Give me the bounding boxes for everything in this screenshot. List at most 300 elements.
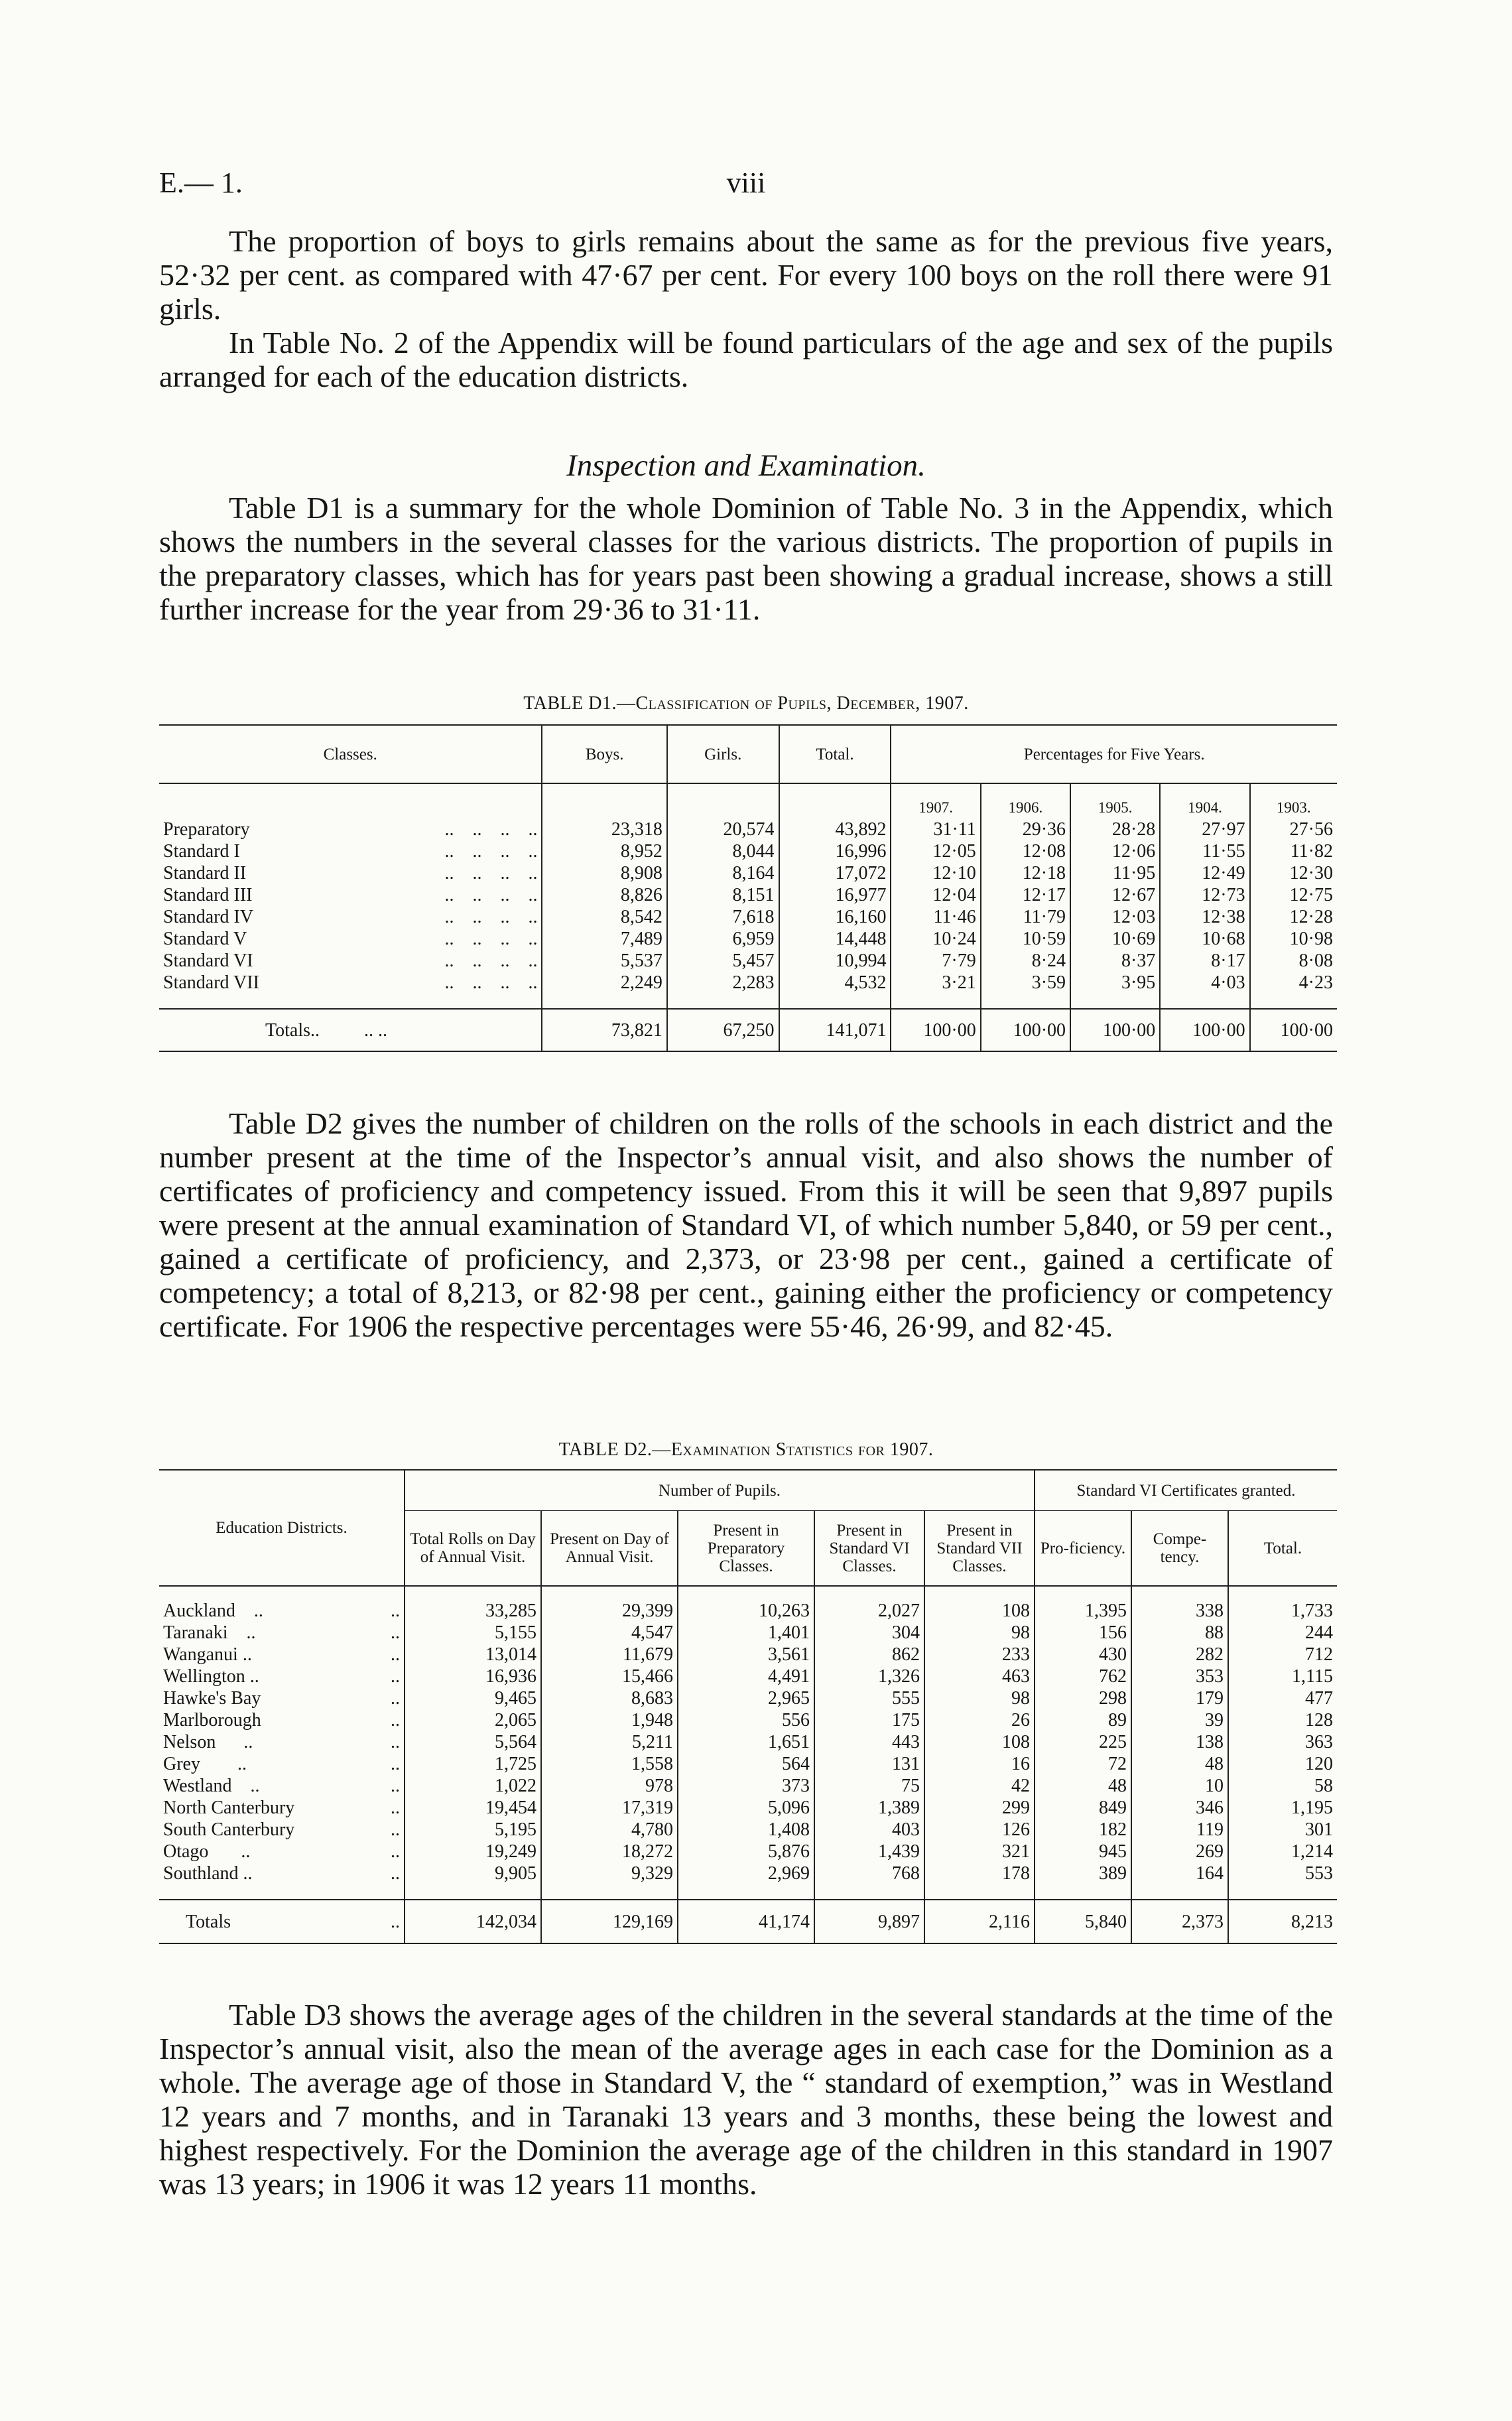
boys-cell: 23,318 <box>542 818 666 840</box>
report-reference: E.— 1. <box>159 166 243 199</box>
col-header-percentages: Percentages for Five Years. <box>891 725 1337 783</box>
table-d2-row <box>159 1797 1337 1819</box>
leader-dots: .. <box>391 1688 400 1709</box>
col-header-certificates: Standard VI Certificates granted. <box>1035 1470 1337 1511</box>
table-d2-row <box>159 1622 1337 1644</box>
percentage-cell: 12·73 <box>1160 884 1249 906</box>
percentage-cell: 31·11 <box>891 818 980 840</box>
table-d1-totals-row <box>159 1009 1337 1051</box>
table-d1-caption-text: Classification of Pupils, December, 1907. <box>635 693 969 714</box>
table-d2-caption-prefix: TABLE D2.— <box>558 1439 671 1460</box>
statistic-cell: 128 <box>1228 1709 1337 1731</box>
intro-section <box>159 224 1333 393</box>
statistic-cell: 2,027 <box>814 1600 924 1622</box>
table-d2-totals-row <box>159 1900 1337 1943</box>
district-cell <box>159 1819 405 1841</box>
percentage-cell: 12·38 <box>1160 906 1249 928</box>
district-name: Westland .. <box>163 1776 260 1796</box>
percentage-cell: 10·69 <box>1070 928 1160 950</box>
percentage-cell: 8·24 <box>981 950 1070 972</box>
intro-paragraph-2: In Table No. 2 of the Appendix will be found particulars of the age and sex of the pupils arranged for each of the education districts. <box>159 326 1333 393</box>
statistic-cell: 269 <box>1131 1841 1228 1863</box>
statistic-cell: 13,014 <box>405 1644 541 1666</box>
district-name: South Canterbury <box>163 1819 295 1840</box>
totals-cell: 2,116 <box>924 1900 1035 1943</box>
class-name <box>159 906 542 928</box>
table-d2-row <box>159 1731 1337 1753</box>
totals-cell: 129,169 <box>541 1900 678 1943</box>
statistic-cell: 301 <box>1228 1819 1337 1841</box>
percentage-cell: 11·79 <box>981 906 1070 928</box>
statistic-cell: 10 <box>1131 1775 1228 1797</box>
leader-dots: .. .. .. .. <box>444 863 538 883</box>
totals-cell: 8,213 <box>1228 1900 1337 1943</box>
girls-cell: 6,959 <box>667 928 779 950</box>
district-cell <box>159 1775 405 1797</box>
table-d2-caption-text: Examination Statistics for 1907. <box>670 1439 934 1460</box>
table-d2-spacer <box>159 1586 1337 1600</box>
percentage-cell: 28·28 <box>1070 818 1160 840</box>
totals-girls: 67,250 <box>667 1009 779 1051</box>
table-d1-body <box>159 818 1337 1009</box>
statistic-cell: 564 <box>678 1753 814 1775</box>
statistic-cell: 11,679 <box>541 1644 678 1666</box>
statistic-cell: 8,683 <box>541 1687 678 1709</box>
statistic-cell: 4,491 <box>678 1666 814 1687</box>
statistic-cell: 862 <box>814 1644 924 1666</box>
district-name: Marlborough <box>163 1710 261 1731</box>
total-cell: 17,072 <box>779 862 891 884</box>
statistic-cell: 1,439 <box>814 1841 924 1863</box>
statistic-cell: 1,733 <box>1228 1600 1337 1622</box>
total-cell: 43,892 <box>779 818 891 840</box>
district-cell <box>159 1863 405 1884</box>
statistic-cell: 108 <box>924 1731 1035 1753</box>
statistic-cell: 346 <box>1131 1797 1228 1819</box>
statistic-cell: 1,195 <box>1228 1797 1337 1819</box>
percentage-cell: 8·37 <box>1070 950 1160 972</box>
statistic-cell: 138 <box>1131 1731 1228 1753</box>
leader-dots: .. .. .. .. <box>444 972 538 993</box>
statistic-cell: 26 <box>924 1709 1035 1731</box>
statistic-cell: 179 <box>1131 1687 1228 1709</box>
statistic-cell: 5,211 <box>541 1731 678 1753</box>
col-header-classes: Classes. <box>159 725 542 783</box>
table-d1-row <box>159 950 1337 972</box>
table-d1-row <box>159 972 1337 994</box>
table-d2-row <box>159 1775 1337 1797</box>
girls-cell: 8,151 <box>667 884 779 906</box>
statistic-cell: 768 <box>814 1863 924 1884</box>
statistic-cell: 88 <box>1131 1622 1228 1644</box>
class-name <box>159 862 542 884</box>
totals-label <box>159 1009 542 1051</box>
statistic-cell: 233 <box>924 1644 1035 1666</box>
statistic-cell: 120 <box>1228 1753 1337 1775</box>
totals-label-text: Totals <box>186 1911 231 1932</box>
statistic-cell: 1,651 <box>678 1731 814 1753</box>
statistic-cell: 338 <box>1131 1600 1228 1622</box>
col-header-present-prep: Present in Preparatory Classes. <box>678 1511 814 1587</box>
girls-cell: 8,164 <box>667 862 779 884</box>
percentage-cell: 3·59 <box>981 972 1070 994</box>
percentage-cell: 11·55 <box>1160 840 1249 862</box>
percentage-cell: 12·10 <box>891 862 980 884</box>
statistic-cell: 9,465 <box>405 1687 541 1709</box>
percentage-cell: 10·98 <box>1250 928 1337 950</box>
inspection-section <box>159 491 1333 626</box>
statistic-cell: 17,319 <box>541 1797 678 1819</box>
table-d1-row <box>159 928 1337 950</box>
leader-dots: .. .. .. .. <box>444 929 538 949</box>
percentage-cell: 12·04 <box>891 884 980 906</box>
percentage-cell: 10·24 <box>891 928 980 950</box>
statistic-cell: 16,936 <box>405 1666 541 1687</box>
statistic-cell: 978 <box>541 1775 678 1797</box>
boys-cell: 5,537 <box>542 950 666 972</box>
percentage-cell: 8·17 <box>1160 950 1249 972</box>
percentage-cell: 12·05 <box>891 840 980 862</box>
statistic-cell: 225 <box>1035 1731 1131 1753</box>
percentage-cell: 10·68 <box>1160 928 1249 950</box>
leader-dots: .. <box>391 1819 400 1840</box>
district-cell <box>159 1622 405 1644</box>
district-name: Hawke's Bay <box>163 1688 261 1709</box>
statistic-cell: 18,272 <box>541 1841 678 1863</box>
statistic-cell: 403 <box>814 1819 924 1841</box>
class-label: Standard VII <box>163 972 259 993</box>
statistic-cell: 1,395 <box>1035 1600 1131 1622</box>
table-d1-spacer <box>159 994 1337 1009</box>
class-label: Standard IV <box>163 907 254 927</box>
totals-cell: 2,373 <box>1131 1900 1228 1943</box>
total-cell: 4,532 <box>779 972 891 994</box>
statistic-cell: 1,115 <box>1228 1666 1337 1687</box>
district-cell <box>159 1731 405 1753</box>
table-d2-row <box>159 1819 1337 1841</box>
leader-dots: .. <box>391 1601 400 1621</box>
statistic-cell: 89 <box>1035 1709 1131 1731</box>
statistic-cell: 48 <box>1035 1775 1131 1797</box>
table-d2-row <box>159 1600 1337 1622</box>
statistic-cell: 98 <box>924 1622 1035 1644</box>
statistic-cell: 5,195 <box>405 1819 541 1841</box>
totals-pct: 100·00 <box>981 1009 1070 1051</box>
statistic-cell: 321 <box>924 1841 1035 1863</box>
class-name <box>159 972 542 994</box>
statistic-cell: 126 <box>924 1819 1035 1841</box>
table-d1-caption <box>159 693 1333 714</box>
percentage-cell: 3·95 <box>1070 972 1160 994</box>
percentage-cell: 11·46 <box>891 906 980 928</box>
statistic-cell: 282 <box>1131 1644 1228 1666</box>
col-header-competency: Compe-tency. <box>1131 1511 1228 1587</box>
total-cell: 10,994 <box>779 950 891 972</box>
year-label: 1903. <box>1250 783 1337 818</box>
percentage-cell: 12·17 <box>981 884 1070 906</box>
boys-cell: 8,542 <box>542 906 666 928</box>
statistic-cell: 58 <box>1228 1775 1337 1797</box>
statistic-cell: 131 <box>814 1753 924 1775</box>
statistic-cell: 29,399 <box>541 1600 678 1622</box>
d2-section <box>159 1106 1333 1343</box>
table-d1-years-row <box>159 783 1337 818</box>
percentage-cell: 12·49 <box>1160 862 1249 884</box>
table-d2-header-row-1 <box>159 1470 1337 1511</box>
percentage-cell: 27·97 <box>1160 818 1249 840</box>
page-number: viii <box>726 166 766 199</box>
statistic-cell: 4,780 <box>541 1819 678 1841</box>
col-header-present-std7: Present in Standard VII Classes. <box>924 1511 1035 1587</box>
year-label: 1906. <box>981 783 1070 818</box>
district-name: Wellington .. <box>163 1666 259 1687</box>
leader-dots: .. <box>391 1776 400 1796</box>
statistic-cell: 443 <box>814 1731 924 1753</box>
table-d2 <box>159 1469 1337 1944</box>
table-d1 <box>159 724 1337 1052</box>
col-header-present-on-day: Present on Day of Annual Visit. <box>541 1511 678 1587</box>
district-name: Wanganui .. <box>163 1644 252 1665</box>
statistic-cell: 33,285 <box>405 1600 541 1622</box>
statistic-cell: 762 <box>1035 1666 1131 1687</box>
statistic-cell: 849 <box>1035 1797 1131 1819</box>
leader-dots: .. <box>391 1710 400 1731</box>
class-label: Standard II <box>163 863 247 883</box>
statistic-cell: 244 <box>1228 1622 1337 1644</box>
statistic-cell: 178 <box>924 1863 1035 1884</box>
statistic-cell: 1,326 <box>814 1666 924 1687</box>
table-d1-row <box>159 840 1337 862</box>
statistic-cell: 98 <box>924 1687 1035 1709</box>
district-name: Grey .. <box>163 1754 247 1774</box>
year-label: 1907. <box>891 783 980 818</box>
percentage-cell: 7·79 <box>891 950 980 972</box>
statistic-cell: 363 <box>1228 1731 1337 1753</box>
statistic-cell: 2,969 <box>678 1863 814 1884</box>
table-d2-row <box>159 1687 1337 1709</box>
statistic-cell: 556 <box>678 1709 814 1731</box>
statistic-cell: 298 <box>1035 1687 1131 1709</box>
statistic-cell: 1,022 <box>405 1775 541 1797</box>
statistic-cell: 2,965 <box>678 1687 814 1709</box>
district-cell <box>159 1600 405 1622</box>
leader-dots: .. <box>391 1666 400 1687</box>
class-label: Standard III <box>163 885 253 905</box>
percentage-cell: 29·36 <box>981 818 1070 840</box>
statistic-cell: 156 <box>1035 1622 1131 1644</box>
district-name: Taranaki .. <box>163 1622 256 1643</box>
statistic-cell: 555 <box>814 1687 924 1709</box>
statistic-cell: 430 <box>1035 1644 1131 1666</box>
percentage-cell: 4·23 <box>1250 972 1337 994</box>
statistic-cell: 1,389 <box>814 1797 924 1819</box>
leader-dots: .. .. .. .. <box>444 950 538 971</box>
statistic-cell: 1,214 <box>1228 1841 1337 1863</box>
statistic-cell: 16 <box>924 1753 1035 1775</box>
totals-pct: 100·00 <box>1070 1009 1160 1051</box>
statistic-cell: 299 <box>924 1797 1035 1819</box>
totals-pct: 100·00 <box>1160 1009 1249 1051</box>
totals-pct: 100·00 <box>1250 1009 1337 1051</box>
district-name: North Canterbury <box>163 1798 295 1818</box>
totals-cell: 5,840 <box>1035 1900 1131 1943</box>
totals-label <box>159 1900 405 1943</box>
statistic-cell: 108 <box>924 1600 1035 1622</box>
class-name <box>159 884 542 906</box>
statistic-cell: 477 <box>1228 1687 1337 1709</box>
col-header-proficiency: Pro-ficiency. <box>1035 1511 1131 1587</box>
totals-label-text: Totals.. <box>265 1019 320 1041</box>
statistic-cell: 42 <box>924 1775 1035 1797</box>
d3-paragraph: Table D3 shows the average ages of the children in the several standards at the time of the Inspector’s annual visit, also the mean of the average ages in each case for the Dominion as a whole. The average age of those in Standard V, the “ standard of exemption,” was in Westland 12 years and 7 months, and in Taranaki 13 years and 3 months, these being the lowest and highest respectively. For the Dominion the average age of the children in this standard in 1907 was 13 years; in 1906 it was 12 years 11 months. <box>159 1998 1333 2201</box>
statistic-cell: 75 <box>814 1775 924 1797</box>
district-name: Auckland .. <box>163 1601 263 1621</box>
leader-dots: .. .. .. .. <box>444 819 538 840</box>
statistic-cell: 15,466 <box>541 1666 678 1687</box>
col-header-girls: Girls. <box>667 725 779 783</box>
total-cell: 16,160 <box>779 906 891 928</box>
table-d2-caption <box>159 1439 1333 1461</box>
col-header-number-of-pupils: Number of Pupils. <box>405 1470 1035 1511</box>
district-cell <box>159 1797 405 1819</box>
statistic-cell: 1,725 <box>405 1753 541 1775</box>
statistic-cell: 1,401 <box>678 1622 814 1644</box>
district-cell <box>159 1753 405 1775</box>
statistic-cell: 164 <box>1131 1863 1228 1884</box>
percentage-cell: 4·03 <box>1160 972 1249 994</box>
leader-dots: .. <box>391 1798 400 1818</box>
col-header-present-std6: Present in Standard VI Classes. <box>814 1511 924 1587</box>
girls-cell: 5,457 <box>667 950 779 972</box>
table-d2-row <box>159 1753 1337 1775</box>
table-d2-row <box>159 1644 1337 1666</box>
d3-section <box>159 1998 1333 2201</box>
class-label: Standard VI <box>163 950 253 971</box>
col-header-boys: Boys. <box>542 725 666 783</box>
statistic-cell: 945 <box>1035 1841 1131 1863</box>
leader-dots: .. .. <box>364 1019 388 1041</box>
leader-dots: .. <box>391 1732 400 1752</box>
percentage-cell: 11·82 <box>1250 840 1337 862</box>
class-label: Preparatory <box>163 819 250 840</box>
statistic-cell: 3,561 <box>678 1644 814 1666</box>
leader-dots: .. <box>391 1622 400 1643</box>
statistic-cell: 39 <box>1131 1709 1228 1731</box>
class-name <box>159 928 542 950</box>
section-heading: Inspection and Examination. <box>566 448 926 483</box>
table-d2-spacer <box>159 1884 1337 1900</box>
district-name: Nelson .. <box>163 1732 253 1752</box>
leader-dots: .. <box>391 1754 400 1774</box>
girls-cell: 8,044 <box>667 840 779 862</box>
percentage-cell: 3·21 <box>891 972 980 994</box>
percentage-cell: 12·03 <box>1070 906 1160 928</box>
district-cell <box>159 1709 405 1731</box>
statistic-cell: 5,155 <box>405 1622 541 1644</box>
table-d1-header-row <box>159 725 1337 783</box>
girls-cell: 20,574 <box>667 818 779 840</box>
totals-boys: 73,821 <box>542 1009 666 1051</box>
statistic-cell: 1,948 <box>541 1709 678 1731</box>
leader-dots: .. .. .. .. <box>444 841 538 862</box>
statistic-cell: 48 <box>1131 1753 1228 1775</box>
table-d2-row <box>159 1709 1337 1731</box>
percentage-cell: 8·08 <box>1250 950 1337 972</box>
table-d2-row <box>159 1841 1337 1863</box>
table-d2-row <box>159 1863 1337 1884</box>
year-label: 1904. <box>1160 783 1249 818</box>
class-label: Standard V <box>163 929 247 949</box>
table-d1-row <box>159 862 1337 884</box>
percentage-cell: 11·95 <box>1070 862 1160 884</box>
leader-dots: .. <box>391 1911 400 1932</box>
table-d1-row <box>159 906 1337 928</box>
class-name <box>159 818 542 840</box>
class-name <box>159 840 542 862</box>
boys-cell: 8,826 <box>542 884 666 906</box>
page-header <box>159 166 1333 206</box>
total-cell: 16,996 <box>779 840 891 862</box>
percentage-cell: 12·08 <box>981 840 1070 862</box>
statistic-cell: 19,454 <box>405 1797 541 1819</box>
leader-dots: .. .. .. .. <box>444 907 538 927</box>
totals-cell: 41,174 <box>678 1900 814 1943</box>
statistic-cell: 119 <box>1131 1819 1228 1841</box>
total-cell: 14,448 <box>779 928 891 950</box>
district-cell <box>159 1687 405 1709</box>
district-name: Otago .. <box>163 1841 251 1862</box>
district-cell <box>159 1666 405 1687</box>
percentage-cell: 10·59 <box>981 928 1070 950</box>
leader-dots: .. <box>391 1644 400 1665</box>
class-name <box>159 950 542 972</box>
boys-cell: 2,249 <box>542 972 666 994</box>
girls-cell: 2,283 <box>667 972 779 994</box>
totals-cell: 142,034 <box>405 1900 541 1943</box>
total-cell: 16,977 <box>779 884 891 906</box>
statistic-cell: 4,547 <box>541 1622 678 1644</box>
statistic-cell: 712 <box>1228 1644 1337 1666</box>
statistic-cell: 553 <box>1228 1863 1337 1884</box>
leader-dots: .. .. .. .. <box>444 885 538 905</box>
d2-paragraph: Table D2 gives the number of children on the rolls of the schools in each district and the number present at the time of the Inspector’s annual visit, and also shows the number of certificates of proficiency and competency issued. From this it will be seen that 9,897 pupils were present at the annual examination of Standard VI, of which number 5,840, or 59 per cent., gained a certificate of proficiency, and 2,373, or 23·98 per cent., gained a certificate of competency; a total of 8,213, or 82·98 per cent., gaining either the proficiency or competency certificate. For 1906 the respective percentages were 55·46, 26·99, and 82·45. <box>159 1106 1333 1343</box>
leader-dots: .. <box>391 1841 400 1862</box>
statistic-cell: 373 <box>678 1775 814 1797</box>
statistic-cell: 5,096 <box>678 1797 814 1819</box>
col-header-cert-total: Total. <box>1228 1511 1337 1587</box>
statistic-cell: 1,408 <box>678 1819 814 1841</box>
class-label: Standard I <box>163 841 240 862</box>
district-name: Southland .. <box>163 1863 253 1884</box>
statistic-cell: 1,558 <box>541 1753 678 1775</box>
percentage-cell: 12·28 <box>1250 906 1337 928</box>
statistic-cell: 19,249 <box>405 1841 541 1863</box>
inspection-paragraph: Table D1 is a summary for the whole Dominion of Table No. 3 in the Appendix, which shows the numbers in the several classes for the various districts. The proportion of pupils in the preparatory classes, which has for years past been showing a gradual increase, shows a still further increase for the year from 29·36 to 31·11. <box>159 491 1333 626</box>
statistic-cell: 304 <box>814 1622 924 1644</box>
leader-dots: .. <box>391 1863 400 1884</box>
percentage-cell: 12·75 <box>1250 884 1337 906</box>
statistic-cell: 5,876 <box>678 1841 814 1863</box>
col-header-total-rolls: Total Rolls on Day of Annual Visit. <box>405 1511 541 1587</box>
statistic-cell: 175 <box>814 1709 924 1731</box>
statistic-cell: 5,564 <box>405 1731 541 1753</box>
statistic-cell: 72 <box>1035 1753 1131 1775</box>
district-cell <box>159 1644 405 1666</box>
percentage-cell: 27·56 <box>1250 818 1337 840</box>
percentage-cell: 12·06 <box>1070 840 1160 862</box>
totals-cell: 9,897 <box>814 1900 924 1943</box>
statistic-cell: 353 <box>1131 1666 1228 1687</box>
